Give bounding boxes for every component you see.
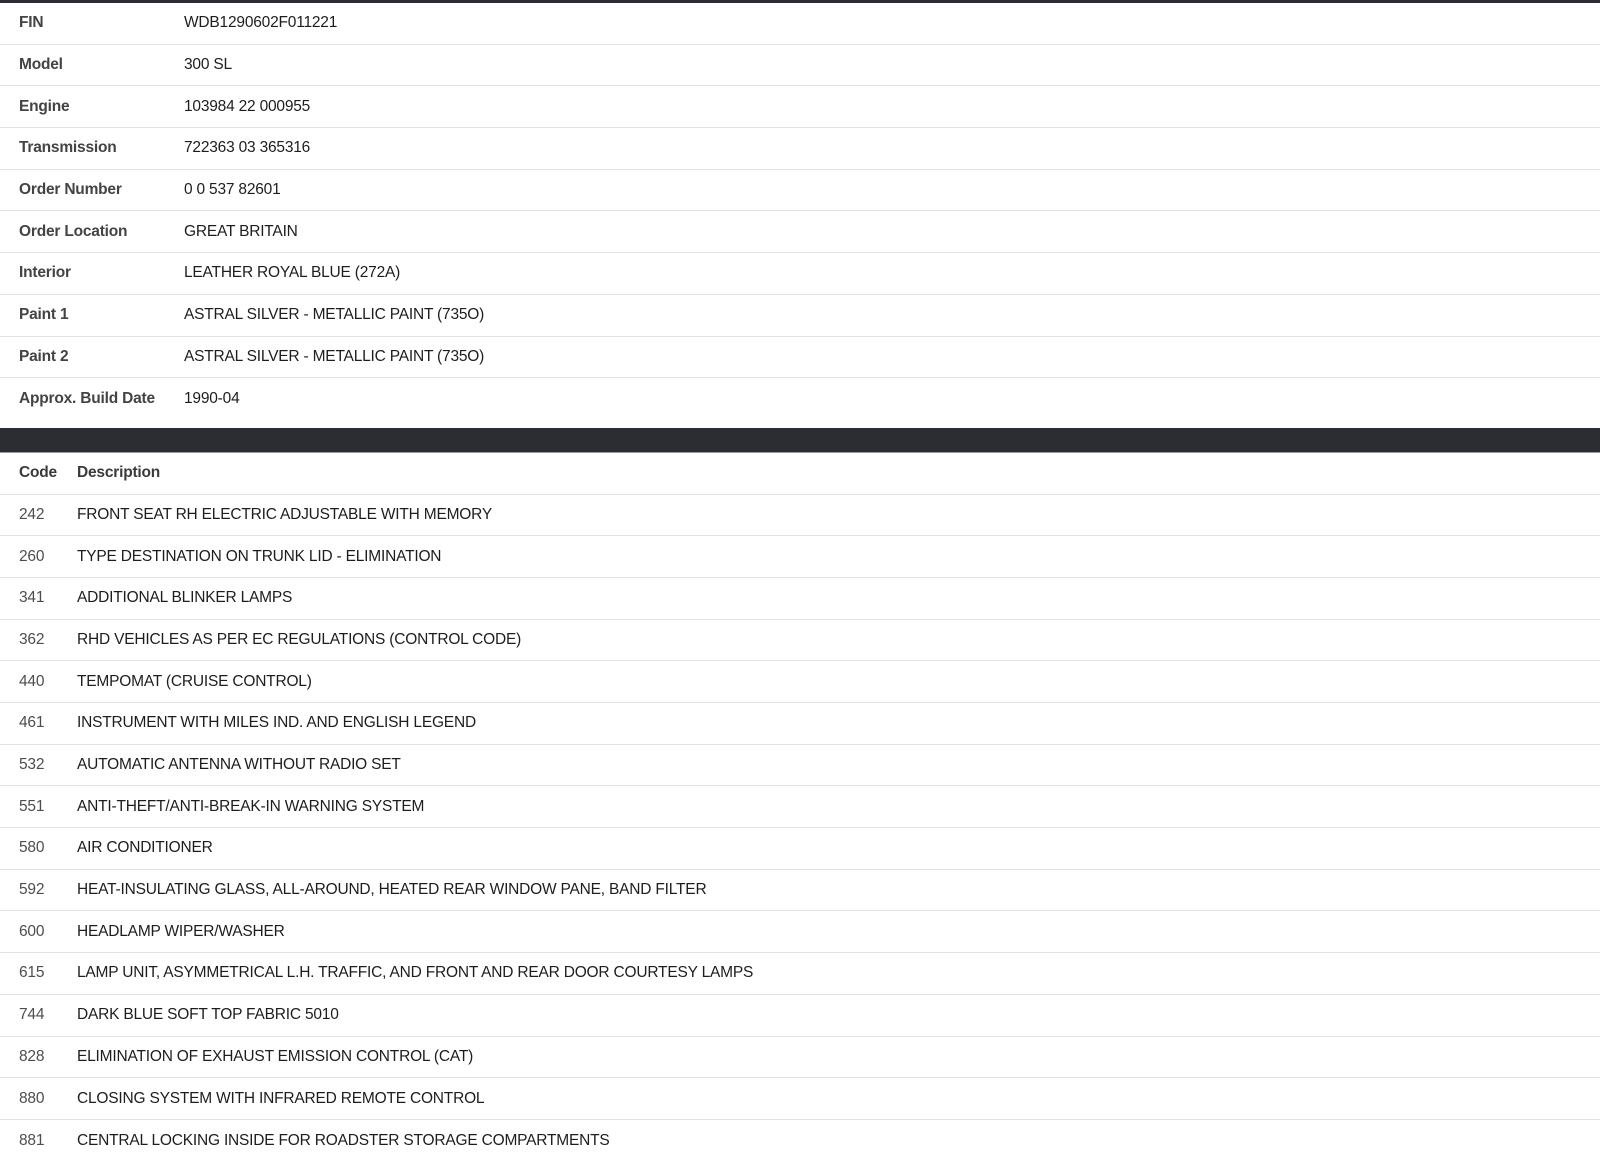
- description-column-header: Description: [77, 464, 161, 482]
- spec-label: FIN: [19, 14, 44, 32]
- option-code: 242: [19, 505, 45, 523]
- option-code: 744: [19, 1006, 45, 1024]
- option-description: AIR CONDITIONER: [77, 839, 213, 857]
- spec-label: Order Location: [19, 222, 128, 240]
- vehicle-spec-table: [0, 0, 1600, 420]
- spec-value: 300 SL: [184, 56, 232, 74]
- option-description: INSTRUMENT WITH MILES IND. AND ENGLISH LEGEND: [77, 714, 476, 732]
- option-code-row: [0, 745, 1600, 787]
- option-code-row: [0, 1037, 1600, 1079]
- option-code: 362: [19, 630, 45, 648]
- option-description: HEAT-INSULATING GLASS, ALL-AROUND, HEATED REAR WINDOW PANE, BAND FILTER: [77, 881, 707, 899]
- option-codes-table: [0, 453, 1600, 1162]
- option-code-row: [0, 661, 1600, 703]
- option-code-row: [0, 1078, 1600, 1120]
- option-code: 881: [19, 1131, 45, 1149]
- option-code: 461: [19, 714, 45, 732]
- option-code-row: [0, 786, 1600, 828]
- spec-value: ASTRAL SILVER - METALLIC PAINT (735O): [184, 306, 485, 324]
- spec-label: Paint 2: [19, 347, 69, 365]
- spec-value: ASTRAL SILVER - METALLIC PAINT (735O): [184, 347, 485, 365]
- option-description: AUTOMATIC ANTENNA WITHOUT RADIO SET: [77, 756, 401, 774]
- spec-label: Order Number: [19, 181, 122, 199]
- spec-value: 0 0 537 82601: [184, 181, 281, 199]
- option-code: 880: [19, 1089, 45, 1107]
- spec-label: Approx. Build Date: [19, 390, 155, 408]
- code-column-header: Code: [19, 464, 57, 482]
- option-code-row: [0, 578, 1600, 620]
- option-code: 580: [19, 839, 45, 857]
- spec-label: Engine: [19, 97, 70, 115]
- spec-label: Paint 1: [19, 306, 69, 324]
- spec-row: [0, 170, 1600, 212]
- option-code-row: [0, 620, 1600, 662]
- option-code-row: [0, 911, 1600, 953]
- option-description: FRONT SEAT RH ELECTRIC ADJUSTABLE WITH MEMORY: [77, 505, 493, 523]
- spec-row: [0, 253, 1600, 295]
- option-description: RHD VEHICLES AS PER EC REGULATIONS (CONTROL CODE): [77, 630, 522, 648]
- option-code-row: [0, 703, 1600, 745]
- option-description: CENTRAL LOCKING INSIDE FOR ROADSTER STORAGE COMPARTMENTS: [77, 1131, 610, 1149]
- spec-row: [0, 337, 1600, 379]
- spec-row: [0, 128, 1600, 170]
- option-code: 600: [19, 922, 45, 940]
- option-code: 615: [19, 964, 45, 982]
- spec-row: [0, 45, 1600, 87]
- spec-label: Model: [19, 56, 63, 74]
- codes-table-header-row: [0, 453, 1600, 495]
- option-code: 260: [19, 547, 45, 565]
- spec-value: 722363 03 365316: [184, 139, 311, 157]
- option-description: TYPE DESTINATION ON TRUNK LID - ELIMINATION: [77, 547, 442, 565]
- spec-row: [0, 295, 1600, 337]
- option-code: 828: [19, 1047, 45, 1065]
- spec-value: 103984 22 000955: [184, 97, 311, 115]
- codes-table-body: [0, 495, 1600, 1162]
- option-code: 592: [19, 881, 45, 899]
- option-description: TEMPOMAT (CRUISE CONTROL): [77, 672, 312, 690]
- spec-value: LEATHER ROYAL BLUE (272A): [184, 264, 401, 282]
- spec-row: [0, 211, 1600, 253]
- option-description: ELIMINATION OF EXHAUST EMISSION CONTROL (CAT): [77, 1047, 474, 1065]
- spec-row: [0, 378, 1600, 420]
- option-code-row: [0, 870, 1600, 912]
- option-description: HEADLAMP WIPER/WASHER: [77, 922, 285, 940]
- option-code: 532: [19, 756, 45, 774]
- option-code-row: [0, 828, 1600, 870]
- spec-value: GREAT BRITAIN: [184, 222, 298, 240]
- option-description: LAMP UNIT, ASYMMETRICAL L.H. TRAFFIC, AND FRONT AND REAR DOOR COURTESY LAMPS: [77, 964, 754, 982]
- option-code-row: [0, 1120, 1600, 1162]
- option-code: 551: [19, 797, 45, 815]
- option-code-row: [0, 536, 1600, 578]
- option-code-row: [0, 495, 1600, 537]
- spec-row: [0, 86, 1600, 128]
- section-divider-bar: [0, 428, 1600, 453]
- option-code-row: [0, 953, 1600, 995]
- option-description: ANTI-THEFT/ANTI-BREAK-IN WARNING SYSTEM: [77, 797, 425, 815]
- option-description: DARK BLUE SOFT TOP FABRIC 5010: [77, 1006, 339, 1024]
- option-code-row: [0, 995, 1600, 1037]
- spec-label: Transmission: [19, 139, 117, 157]
- option-description: CLOSING SYSTEM WITH INFRARED REMOTE CONTROL: [77, 1089, 485, 1107]
- spec-row: [0, 3, 1600, 45]
- spec-value: 1990-04: [184, 390, 240, 408]
- option-code: 440: [19, 672, 45, 690]
- spec-value: WDB1290602F011221: [184, 14, 338, 32]
- option-description: ADDITIONAL BLINKER LAMPS: [77, 589, 293, 607]
- option-code: 341: [19, 589, 45, 607]
- spec-label: Interior: [19, 264, 71, 282]
